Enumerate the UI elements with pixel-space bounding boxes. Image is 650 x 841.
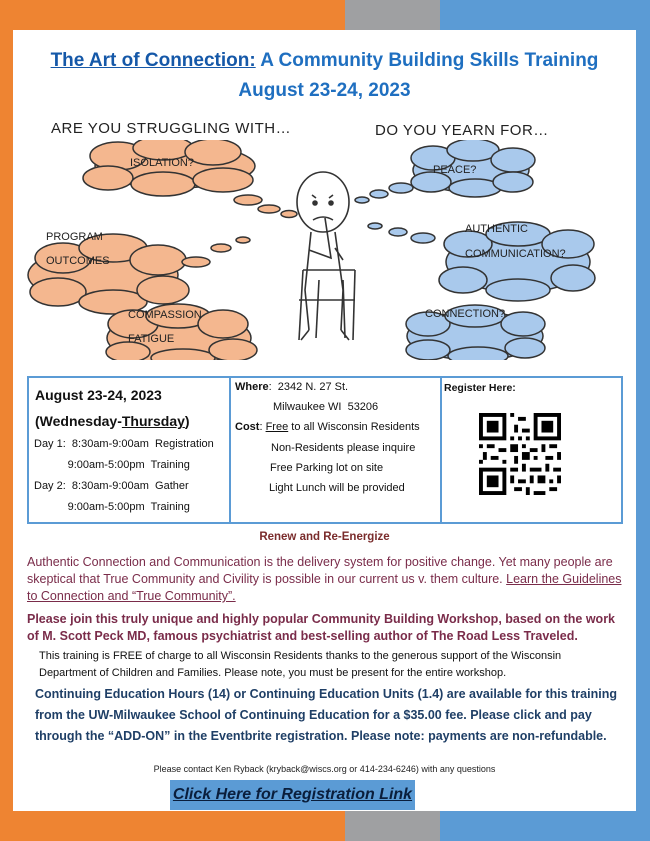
cloud-text-compassion: COMPASSION: [128, 309, 202, 321]
schedule-box: [27, 376, 231, 524]
paragraph-authentic-text: Authentic Connection and Communication is the delivery system for positive change. Yet many people are skeptical that True Community and Civility is possible in our current us v. them culture.: [27, 555, 613, 586]
cloud-text-isolation: ISOLATION?: [130, 157, 194, 169]
where-address2: Milwaukee WI 53206: [273, 401, 379, 413]
cloud-program-outcomes: [28, 234, 189, 314]
sad-figure: [297, 172, 355, 340]
guidelines-link[interactable]: Learn the Guidelines to Connection and “True Community”.: [27, 572, 622, 603]
cost-rest: to all Wisconsin Residents: [288, 421, 420, 433]
title-part1: The Art of Connection:: [50, 50, 256, 71]
registration-link-button[interactable]: Click Here for Registration Link: [170, 780, 415, 810]
where-address1: : 2342 N. 27 St.: [268, 381, 349, 393]
flyer-page: [13, 30, 636, 811]
renew-heading: Renew and Re-Energize: [259, 531, 390, 543]
where-line: [235, 381, 348, 393]
cloud-text-outcomes: OUTCOMES: [46, 255, 110, 267]
cost-line-2: Non-Residents please inquire: [271, 442, 416, 454]
days-suffix: ): [184, 413, 190, 429]
schedule-line-1: Day 1: 8:30am-9:00am Registration: [34, 438, 214, 450]
paragraph-free: This training is FREE of charge to all Wisconsin Residents thanks to the generous support of the Wisconsin Department of Children and Families. Please note, you must be present for the entire workshop.: [39, 650, 562, 679]
location-box: [229, 376, 442, 524]
yearn-heading: DO YOU YEARN FOR…: [375, 122, 549, 139]
cloud-text-communication: COMMUNICATION?: [465, 248, 566, 260]
where-label: Where: [235, 381, 269, 393]
paragraph-continuing-ed: Continuing Education Hours (14) or Continuing Education Units (1.4) are available for this training from the UW-Milwaukee School of Continuing Education for a $35.00 fee. Please click and pay through the “ADD-ON” in the Eventbrite registration. Please note: payments are non-refundable.: [35, 687, 617, 743]
struggle-heading: ARE YOU STRUGGLING WITH…: [51, 120, 292, 137]
cost-free: Free: [265, 421, 289, 433]
title-part2: A Community Building Skills Training: [255, 50, 599, 71]
contact-line: Please contact Ken Ryback (kryback@wiscs.org or 414-234-6246) with any questions: [153, 764, 496, 774]
days-prefix: (Wednesday-: [35, 413, 122, 429]
cost-line-3: Free Parking lot on site: [270, 462, 384, 474]
cloud-text-peace: PEACE?: [433, 164, 477, 176]
registration-qr-code[interactable]: [479, 413, 561, 495]
cloud-text-authentic: AUTHENTIC: [465, 223, 528, 235]
cost-line-4: Light Lunch will be provided: [269, 482, 405, 494]
days-underlined: Thursday: [121, 413, 185, 429]
page-title: [13, 50, 636, 72]
schedule-line-2: 9:00am-5:00pm Training: [34, 459, 190, 471]
register-label: Register Here:: [444, 382, 516, 394]
paragraph-authentic: [27, 554, 627, 605]
cloud-text-fatigue: FATIGUE: [128, 333, 175, 345]
cost-sep: :: [259, 421, 266, 433]
cloud-text-program: PROGRAM: [46, 231, 103, 243]
register-box: [440, 376, 623, 524]
schedule-line-3: Day 2: 8:30am-9:00am Gather: [34, 480, 189, 492]
schedule-date: August 23-24, 2023: [35, 387, 162, 403]
cost-line: [235, 421, 420, 433]
schedule-line-4: 9:00am-5:00pm Training: [34, 501, 190, 513]
cloud-text-connection: CONNECTION?: [425, 308, 506, 320]
cost-label: Cost: [235, 421, 260, 433]
paragraph-join: Please join this truly unique and highly popular Community Building Workshop, based on the work of M. Scott Peck MD, famous psychiatrist and best-selling author of The Road Less Traveled.: [27, 612, 616, 643]
event-date-heading: August 23-24, 2023: [238, 80, 411, 101]
schedule-days: [35, 413, 190, 429]
